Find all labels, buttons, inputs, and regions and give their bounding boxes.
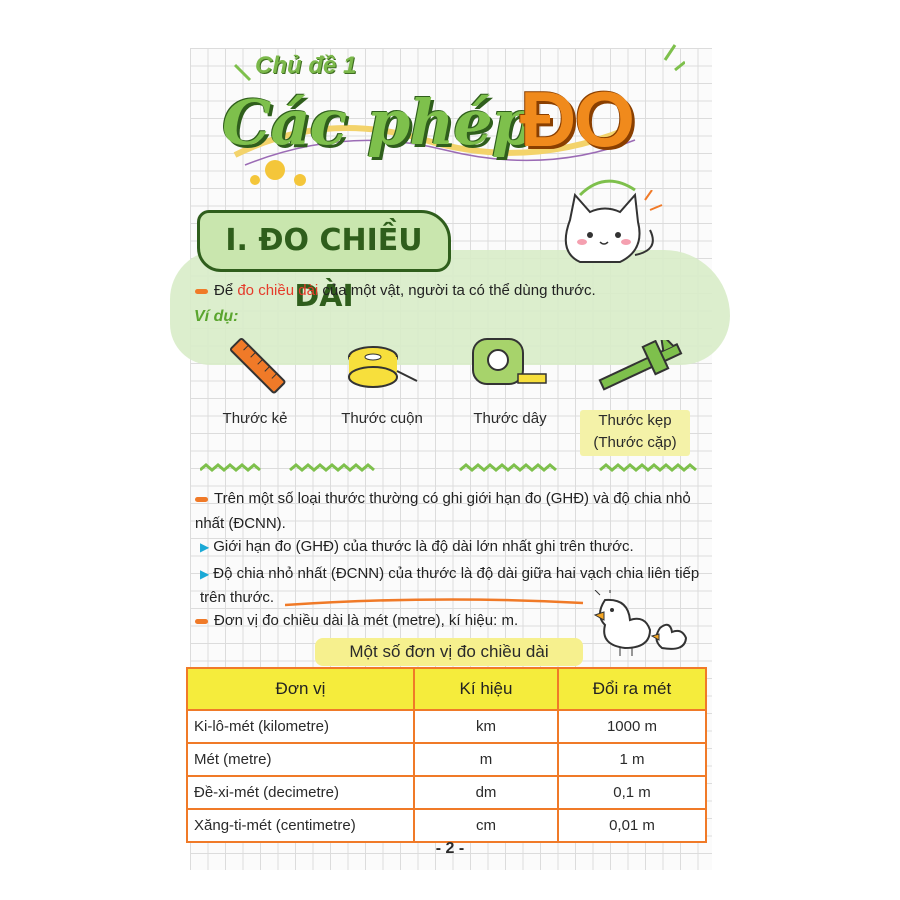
triangle-bullet-icon: ▶ <box>200 540 210 554</box>
page-number: - 2 - <box>435 840 465 857</box>
intro-suffix: của một vật, người ta có thể dùng thước. <box>318 282 596 299</box>
bullet-ghd <box>200 538 634 555</box>
cell-conversion: 0,01 m <box>558 809 706 842</box>
cell-symbol: dm <box>414 776 558 809</box>
tape-roll-icon <box>345 343 420 388</box>
ghd-line-part1: Trên một số loại thước thường có ghi giới hạn đo (GHĐ) và độ chia nhỏ <box>214 490 691 507</box>
triangle-bullet-icon: ▶ <box>200 567 210 581</box>
tape-measure-icon <box>468 336 553 391</box>
underline-decoration <box>285 597 585 609</box>
dash-marker <box>195 289 208 294</box>
table-header-conversion: Đổi ra mét <box>558 668 706 710</box>
section-title: I. ĐO CHIỀU DÀI <box>197 210 451 272</box>
cell-conversion: 1000 m <box>558 710 706 743</box>
caliper-label-line2: (Thước cặp) <box>593 434 677 451</box>
ruler-icon <box>222 333 292 398</box>
tool-label-tape-measure: Thước dây <box>473 410 547 427</box>
table-header-symbol: Kí hiệu <box>414 668 558 710</box>
intro-prefix: Để <box>214 282 238 299</box>
cell-unit: Đề-xi-mét (decimetre) <box>187 776 414 809</box>
bullet-dcnn-part2: trên thước. <box>200 589 275 606</box>
tool-label-ruler: Thước kẻ <box>222 410 288 427</box>
tool-label-tape-roll: Thước cuộn <box>341 410 423 427</box>
dash-marker <box>195 619 208 624</box>
bullet-dcnn-part1: Độ chia nhỏ nhất (ĐCNN) của thước là độ dài giữa hai vạch chia liên tiếp <box>213 565 700 582</box>
table-caption: Một số đơn vị đo chiều dài <box>315 638 583 666</box>
cell-symbol: km <box>414 710 558 743</box>
cell-conversion: 1 m <box>558 743 706 776</box>
bullet-ghd-text: Giới hạn đo (GHĐ) của thước là độ dài lớn nhất ghi trên thước. <box>213 538 634 555</box>
dash-marker <box>195 497 208 502</box>
cell-symbol: m <box>414 743 558 776</box>
cell-unit: Ki-lô-mét (kilometre) <box>187 710 414 743</box>
caliper-label-line1: Thước kẹp <box>598 412 672 429</box>
intro-line <box>195 282 596 299</box>
cell-unit: Mét (metre) <box>187 743 414 776</box>
cell-symbol: cm <box>414 809 558 842</box>
table-header-row <box>187 668 706 710</box>
table-header-unit: Đơn vị <box>187 668 414 710</box>
intro-highlight: đo chiều dài <box>237 282 319 299</box>
table-row <box>187 710 706 743</box>
table-row <box>187 809 706 842</box>
example-label: Ví dụ: <box>194 308 239 325</box>
cat-icon <box>550 190 670 280</box>
tool-label-caliper <box>580 410 690 456</box>
ducks-icon <box>590 590 700 660</box>
topic-label: Chủ đề 1 <box>255 52 357 79</box>
page-title-accent: ĐO <box>520 75 633 163</box>
ghd-line <box>195 486 705 536</box>
wavy-divider <box>200 462 705 476</box>
caliper-icon <box>593 340 688 395</box>
ghd-line-part2: nhất (ĐCNN). <box>195 515 286 532</box>
unit-line <box>195 612 518 629</box>
cell-unit: Xăng-ti-mét (centimetre) <box>187 809 414 842</box>
table-row <box>187 776 706 809</box>
table-row <box>187 743 706 776</box>
page-title: Các phép <box>222 86 535 159</box>
units-table <box>186 667 707 843</box>
unit-line-text: Đơn vị đo chiều dài là mét (metre), kí hiệu: m. <box>214 612 519 629</box>
cell-conversion: 0,1 m <box>558 776 706 809</box>
